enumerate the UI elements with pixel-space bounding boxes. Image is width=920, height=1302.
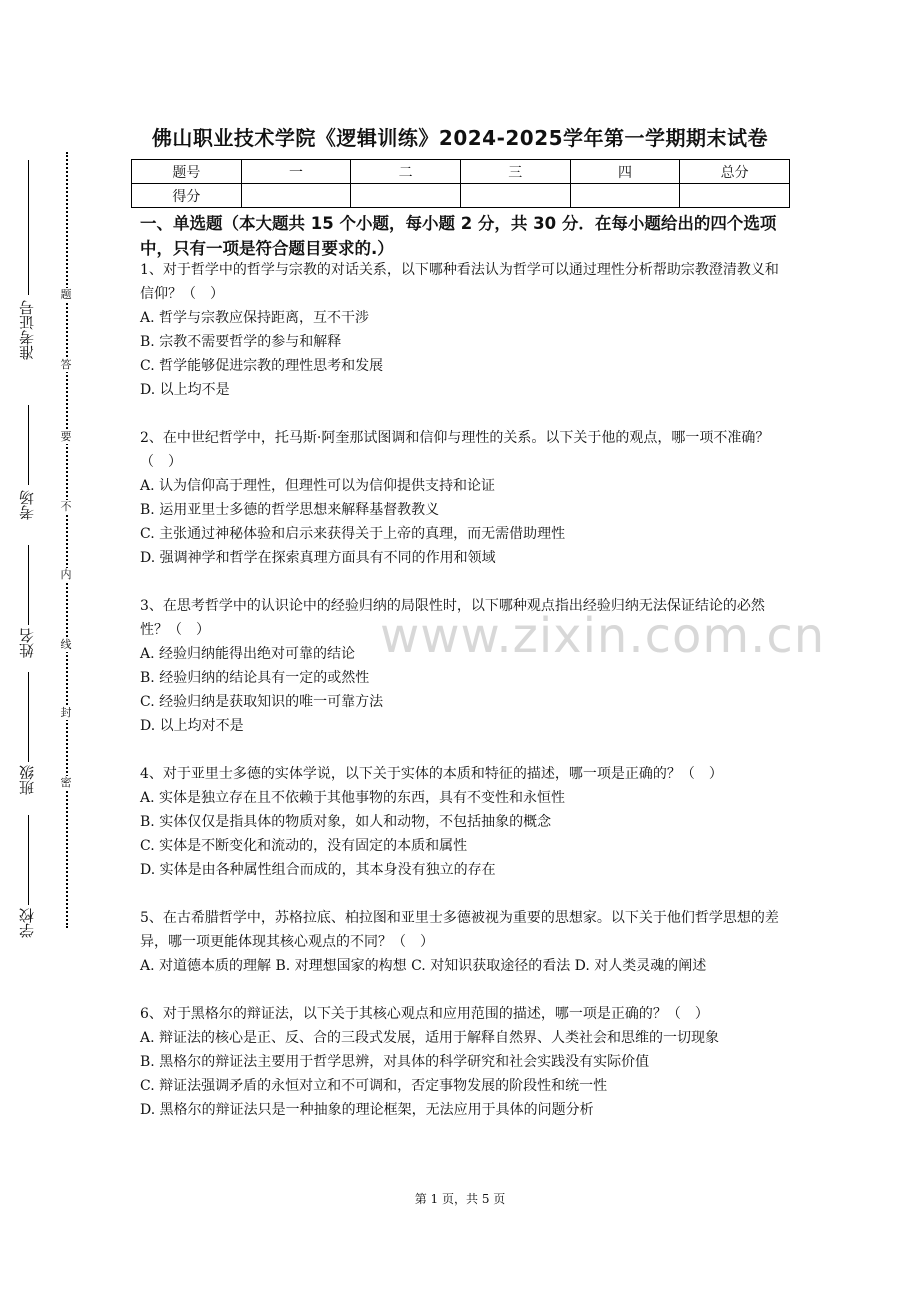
seal-dotted-line xyxy=(66,152,68,928)
exam-title: 佛山职业技术学院《逻辑训练》2024-2025学年第一学期期末试卷 xyxy=(151,126,769,150)
score-header-cell: 三 xyxy=(460,160,570,184)
option-d: D. 黑格尔的辩证法只是一种抽象的理论框架，无法应用于具体的问题分析 xyxy=(140,1102,594,1118)
question-stem: 1、对于哲学中的哲学与宗教的对话关系，以下哪种看法认为哲学可以通过理性分析帮助宗教澄清教义和信仰？（ ） xyxy=(140,262,779,302)
question-4 xyxy=(140,762,785,882)
underline-school-id xyxy=(28,160,29,295)
option-b: B. 经验归纳的结论具有一定的或然性 xyxy=(140,670,370,686)
field-label-name: 姓名 xyxy=(18,628,36,658)
seal-char: 内 xyxy=(58,568,74,582)
option-a: A. 哲学与宗教应保持距离，互不干涉 xyxy=(140,310,370,326)
field-label-exam-id: 准考证号 xyxy=(18,300,36,360)
score-header-cell: 总分 xyxy=(680,160,790,184)
score-header-cell: 一 xyxy=(241,160,351,184)
score-table-header-row xyxy=(132,160,790,184)
question-2 xyxy=(140,426,785,570)
seal-char: 封 xyxy=(58,706,74,720)
score-header-cell: 四 xyxy=(570,160,680,184)
score-cell[interactable] xyxy=(351,184,461,208)
question-list xyxy=(140,258,785,1146)
option-b: B. 实体仅仅是指具体的物质对象，如人和动物，不包括抽象的概念 xyxy=(140,814,552,830)
score-cell[interactable] xyxy=(680,184,790,208)
underline-exam-room xyxy=(28,405,29,485)
question-3 xyxy=(140,594,785,738)
option-b: B. 宗教不需要哲学的参与和解释 xyxy=(140,334,342,350)
option-d: D. 实体是由各种属性组合而成的，其本身没有独立的存在 xyxy=(140,862,496,878)
question-5 xyxy=(140,906,785,978)
page-footer: 第 1 页，共 5 页 xyxy=(414,1192,506,1206)
option-a: A. 认为信仰高于理性，但理性可以为信仰提供支持和论证 xyxy=(140,478,496,494)
score-table xyxy=(131,159,790,208)
option-b: B. 黑格尔的辩证法主要用于哲学思辨，对具体的科学研究和社会实践没有实际价值 xyxy=(140,1054,650,1070)
underline-school xyxy=(28,815,29,905)
underline-class xyxy=(28,672,29,762)
score-row-label: 得分 xyxy=(132,184,242,208)
question-stem: 4、对于亚里士多德的实体学说，以下关于实体的本质和特征的描述，哪一项是正确的？（ ） xyxy=(140,766,723,782)
binding-margin xyxy=(0,0,90,1302)
seal-char: 密 xyxy=(58,776,74,790)
option-d: D. 以上均不是 xyxy=(140,382,230,398)
option-c: C. 辩证法强调矛盾的永恒对立和不可调和，否定事物发展的阶段性和统一性 xyxy=(140,1078,608,1094)
section-heading: 一、单选题（本大题共 15 个小题，每小题 2 分，共 30 分．在每小题给出的四个选项中，只有一项是符合题目要求的.） xyxy=(140,214,777,258)
score-header-cell: 二 xyxy=(351,160,461,184)
seal-char: 要 xyxy=(58,430,74,444)
seal-char: 答 xyxy=(58,358,74,372)
field-label-exam-room: 考场 xyxy=(18,490,36,520)
question-6 xyxy=(140,1002,785,1122)
score-table-score-row xyxy=(132,184,790,208)
watermark: www.zixin.com.cn xyxy=(380,608,826,664)
question-stem: 6、对于黑格尔的辩证法，以下关于其核心观点和应用范围的描述，哪一项是正确的？（ ） xyxy=(140,1006,709,1022)
seal-char: 不 xyxy=(58,500,74,514)
question-stem: 2、在中世纪哲学中，托马斯·阿奎那试图调和信仰与理性的关系。以下关于他的观点，哪一项不准确？（ ） xyxy=(140,430,770,470)
score-cell[interactable] xyxy=(241,184,351,208)
field-label-school: 学校 xyxy=(18,908,36,938)
seal-char: 题 xyxy=(58,288,74,302)
option-c: C. 哲学能够促进宗教的理性思考和发展 xyxy=(140,358,384,374)
question-1 xyxy=(140,258,785,402)
option-c: C. 实体是不断变化和流动的，没有固定的本质和属性 xyxy=(140,838,468,854)
field-label-class: 班级 xyxy=(18,765,36,795)
option-a: A. 经验归纳能得出绝对可靠的结论 xyxy=(140,646,356,662)
question-stem: 5、在古希腊哲学中，苏格拉底、柏拉图和亚里士多德被视为重要的思想家。以下关于他们哲学思想的差异，哪一项更能体现其核心观点的不同？（ ） xyxy=(140,910,779,950)
option-a: A. 辩证法的核心是正、反、合的三段式发展，适用于解释自然界、人类社会和思维的一切现象 xyxy=(140,1030,720,1046)
score-header-cell: 题号 xyxy=(132,160,242,184)
option-d: D. 以上均对不是 xyxy=(140,718,244,734)
score-cell[interactable] xyxy=(570,184,680,208)
option-a: A. 实体是独立存在且不依赖于其他事物的东西，具有不变性和永恒性 xyxy=(140,790,566,806)
underline-name xyxy=(28,545,29,625)
option-c: C. 经验归纳是获取知识的唯一可靠方法 xyxy=(140,694,384,710)
option-c: C. 主张通过神秘体验和启示来获得关于上帝的真理，而无需借助理性 xyxy=(140,526,566,542)
seal-char: 线 xyxy=(58,638,74,652)
question-stem: 3、在思考哲学中的认识论中的经验归纳的局限性时，以下哪种观点指出经验归纳无法保证结论的必然性？（ ） xyxy=(140,598,765,638)
score-cell[interactable] xyxy=(460,184,570,208)
options-inline: A. 对道德本质的理解 B. 对理想国家的构想 C. 对知识获取途径的看法 D. 对人类灵魂的阐述 xyxy=(140,958,707,974)
option-b: B. 运用亚里士多德的哲学思想来解释基督教教义 xyxy=(140,502,440,518)
option-d: D. 强调神学和哲学在探索真理方面具有不同的作用和领域 xyxy=(140,550,496,566)
